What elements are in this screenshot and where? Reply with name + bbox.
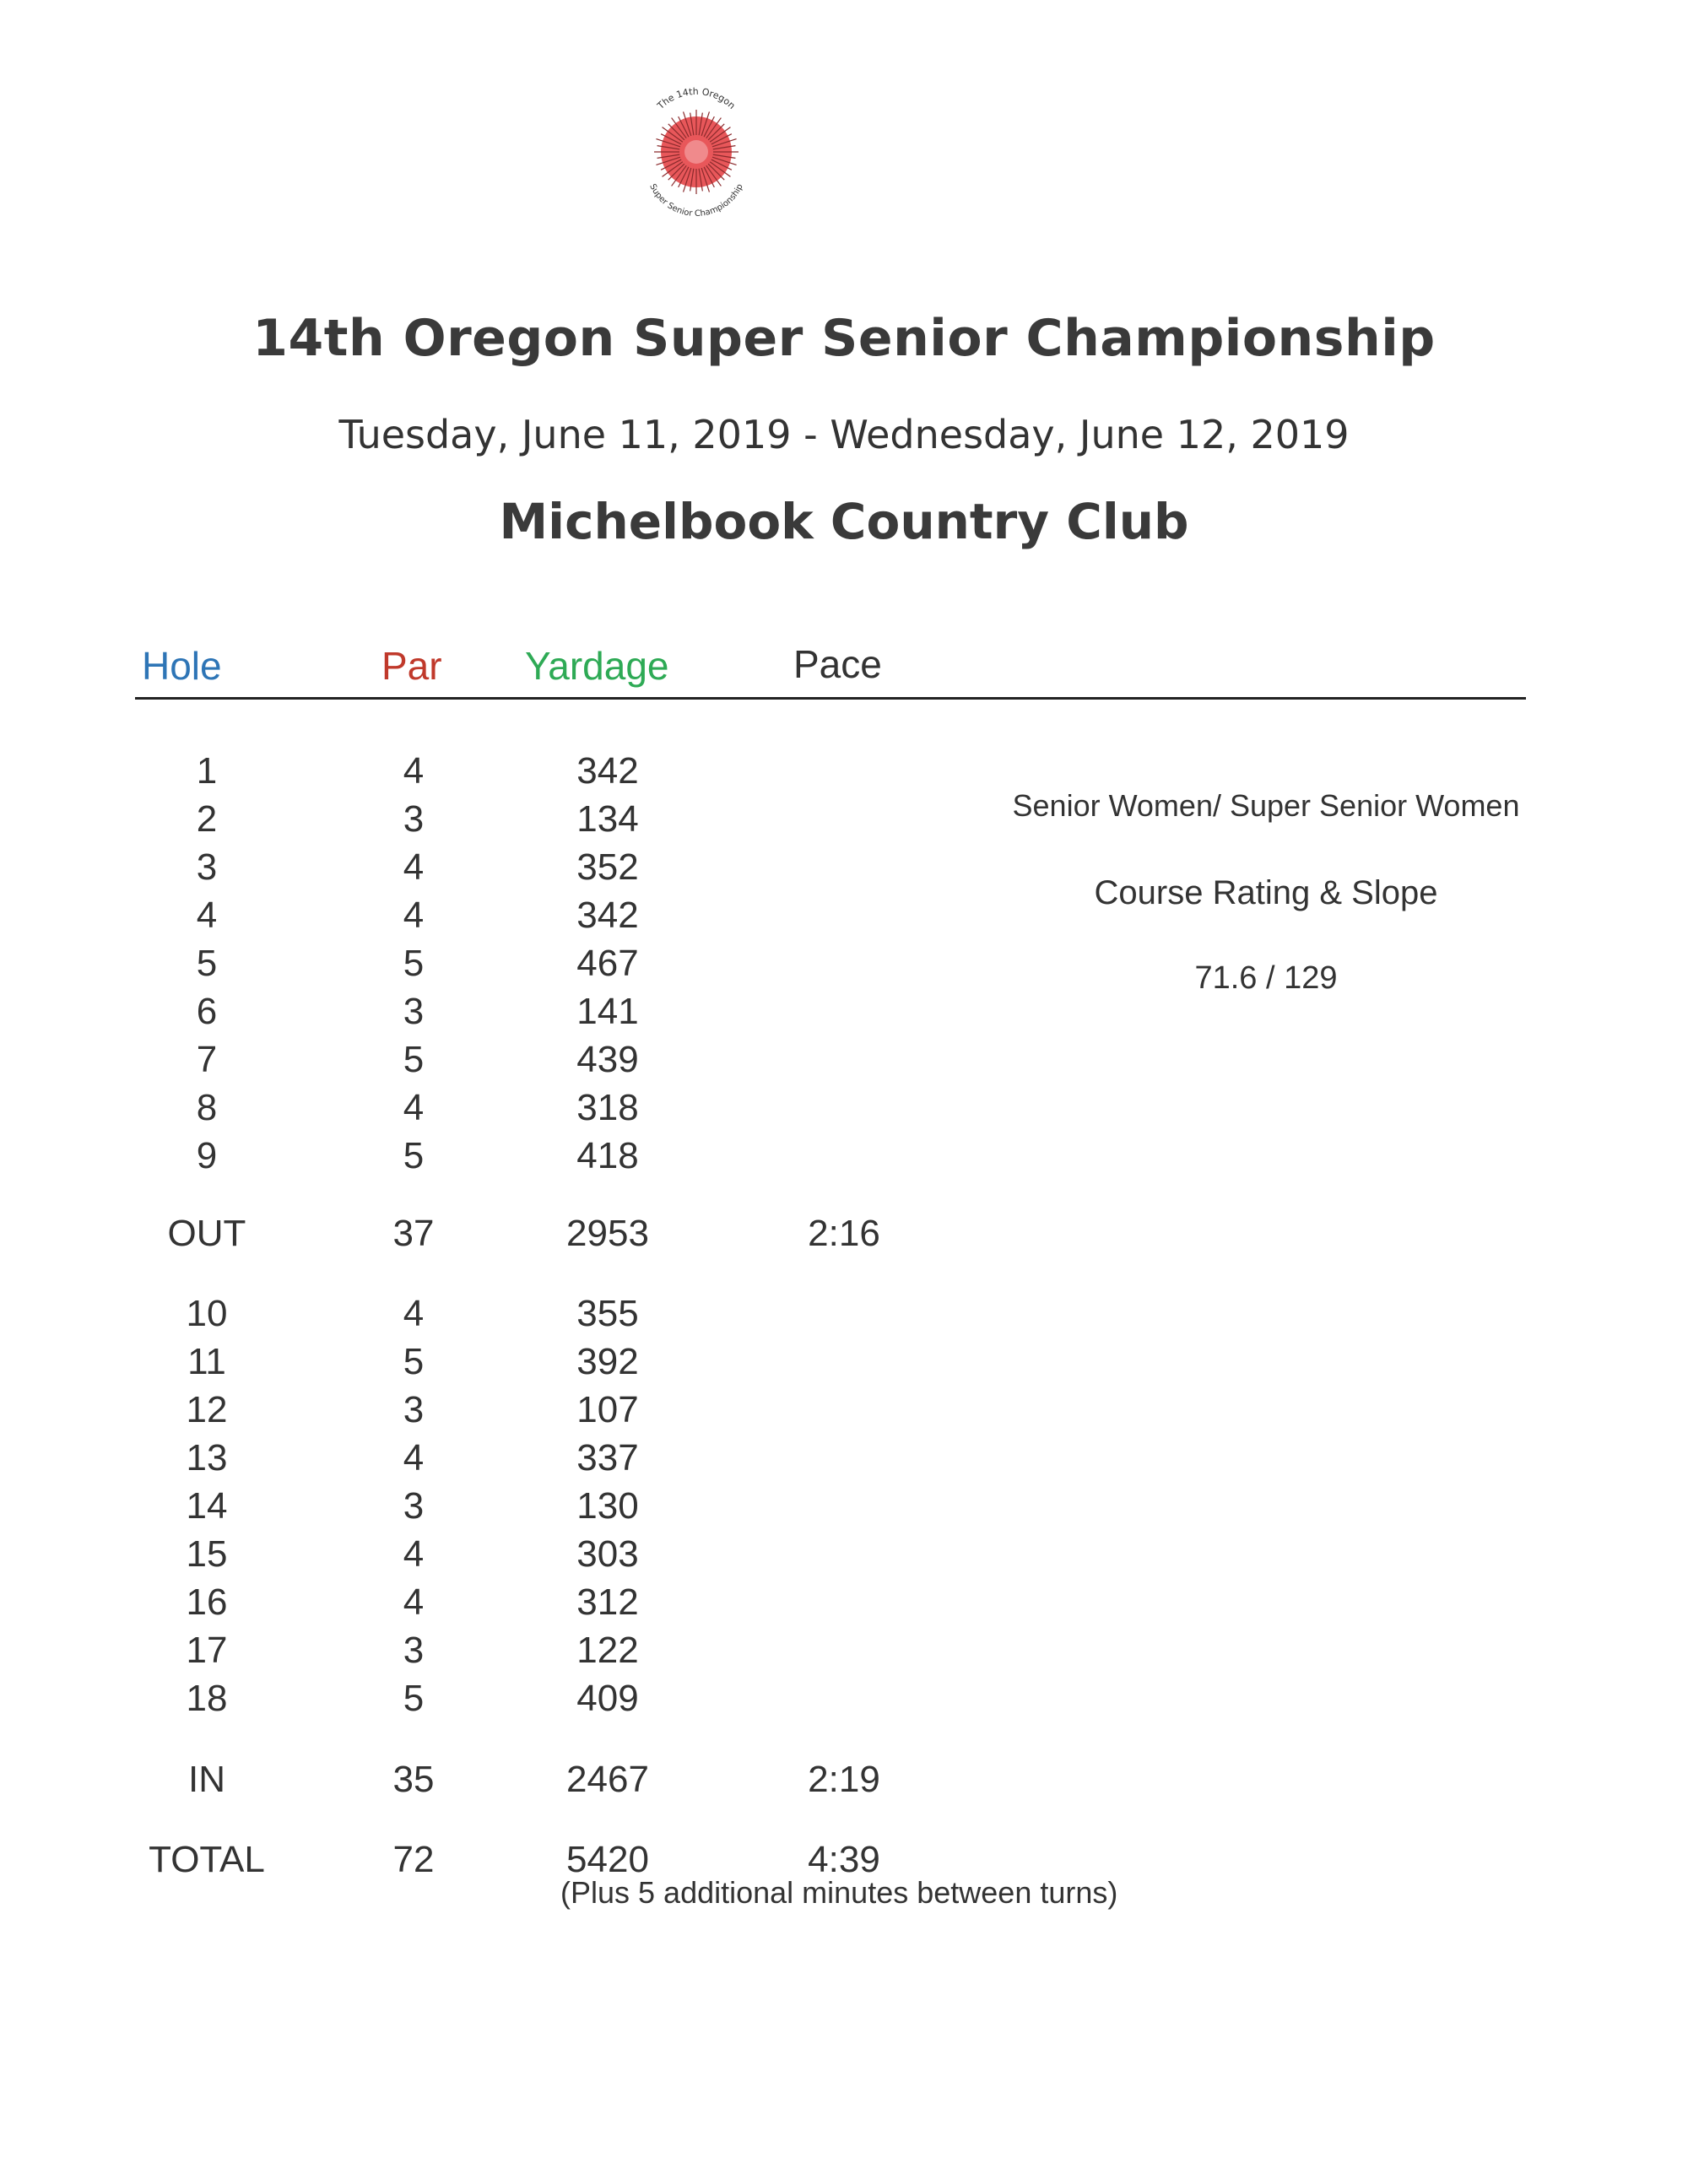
table-cell-par: 3 xyxy=(403,1389,425,1430)
table-cell-par: 4 xyxy=(403,1533,425,1575)
table-cell-yardage: 439 xyxy=(576,1039,639,1080)
table-cell-yardage: 141 xyxy=(576,991,639,1032)
header-divider xyxy=(135,697,1526,700)
table-cell-par: 4 xyxy=(403,846,425,888)
table-cell-pace: 2:19 xyxy=(808,1759,880,1800)
svg-text:Super Senior Championship: Super Senior Championship xyxy=(647,182,745,219)
table-cell-hole: 8 xyxy=(196,1087,218,1128)
table-cell-par: 35 xyxy=(392,1759,435,1800)
rating-slope-label: Course Rating & Slope xyxy=(1094,874,1438,911)
table-cell-par: 4 xyxy=(403,1437,425,1479)
table-cell-yardage: 5420 xyxy=(566,1839,649,1880)
column-header-yardage: Yardage xyxy=(525,644,669,688)
table-cell-hole: 15 xyxy=(186,1533,228,1575)
table-cell-yardage: 2467 xyxy=(566,1759,649,1800)
table-cell-hole: 14 xyxy=(186,1485,228,1527)
table-cell-hole: 4 xyxy=(196,895,218,936)
table-cell-hole: 9 xyxy=(196,1135,218,1176)
table-cell-hole: 6 xyxy=(196,991,218,1032)
table-cell-yardage: 352 xyxy=(576,846,639,888)
venue-name: Michelbook Country Club xyxy=(499,493,1189,550)
table-cell-par: 5 xyxy=(403,1039,425,1080)
table-cell-par: 4 xyxy=(403,1087,425,1128)
table-cell-hole: 11 xyxy=(187,1341,226,1382)
table-cell-hole: 1 xyxy=(196,750,218,792)
footnote: (Plus 5 additional minutes between turns) xyxy=(560,1875,1118,1910)
table-cell-hole: 5 xyxy=(196,943,218,984)
table-cell-yardage: 337 xyxy=(576,1437,639,1479)
table-cell-hole: 7 xyxy=(196,1039,218,1080)
event-dates: Tuesday, June 11, 2019 - Wednesday, June 12, 2019 xyxy=(338,412,1350,457)
table-cell-par: 5 xyxy=(403,1341,425,1382)
table-cell-pace: 2:16 xyxy=(808,1213,880,1254)
championship-logo xyxy=(629,84,764,219)
table-cell-par: 4 xyxy=(403,750,425,792)
table-cell-par: 4 xyxy=(403,1293,425,1334)
table-cell-yardage: 467 xyxy=(576,943,639,984)
table-cell-yardage: 134 xyxy=(576,798,639,840)
table-cell-yardage: 409 xyxy=(576,1678,639,1719)
table-cell-yardage: 312 xyxy=(576,1581,639,1623)
table-cell-yardage: 392 xyxy=(576,1341,639,1382)
column-header-hole: Hole xyxy=(142,644,222,688)
table-cell-hole: IN xyxy=(188,1759,225,1800)
table-cell-yardage: 107 xyxy=(576,1389,639,1430)
table-cell-yardage: 303 xyxy=(576,1533,639,1575)
table-cell-yardage: 130 xyxy=(576,1485,639,1527)
table-cell-yardage: 355 xyxy=(576,1293,639,1334)
table-cell-par: 37 xyxy=(392,1213,435,1254)
table-cell-par: 4 xyxy=(403,1581,425,1623)
tee-label: Senior Women/ Super Senior Women xyxy=(1012,788,1520,823)
table-cell-par: 5 xyxy=(403,943,425,984)
table-cell-yardage: 342 xyxy=(576,895,639,936)
svg-text:The 14th Oregon: The 14th Oregon xyxy=(655,85,738,111)
table-cell-hole: 17 xyxy=(186,1630,228,1671)
table-cell-hole: 2 xyxy=(196,798,218,840)
table-cell-hole: 12 xyxy=(186,1389,228,1430)
rating-slope-value: 71.6 / 129 xyxy=(1194,960,1338,996)
table-cell-par: 4 xyxy=(403,895,425,936)
table-cell-par: 5 xyxy=(403,1135,425,1176)
table-cell-pace: 4:39 xyxy=(808,1839,880,1880)
table-cell-par: 5 xyxy=(403,1678,425,1719)
table-cell-hole: TOTAL xyxy=(149,1839,265,1880)
table-cell-par: 3 xyxy=(403,1485,425,1527)
table-cell-yardage: 418 xyxy=(576,1135,639,1176)
table-cell-par: 3 xyxy=(403,798,425,840)
column-header-par: Par xyxy=(381,644,442,688)
table-cell-hole: 13 xyxy=(186,1437,228,1479)
column-header-pace: Pace xyxy=(793,642,882,686)
table-cell-yardage: 2953 xyxy=(566,1213,649,1254)
table-cell-hole: 3 xyxy=(196,846,218,888)
table-cell-yardage: 122 xyxy=(576,1630,639,1671)
table-cell-hole: OUT xyxy=(167,1213,246,1254)
table-cell-hole: 18 xyxy=(186,1678,228,1719)
table-cell-par: 72 xyxy=(392,1839,435,1880)
table-cell-hole: 10 xyxy=(186,1293,228,1334)
table-cell-hole: 16 xyxy=(186,1581,228,1623)
page-title: 14th Oregon Super Senior Championship xyxy=(252,309,1436,368)
table-cell-par: 3 xyxy=(403,1630,425,1671)
table-cell-par: 3 xyxy=(403,991,425,1032)
table-cell-yardage: 342 xyxy=(576,750,639,792)
table-cell-yardage: 318 xyxy=(576,1087,639,1128)
